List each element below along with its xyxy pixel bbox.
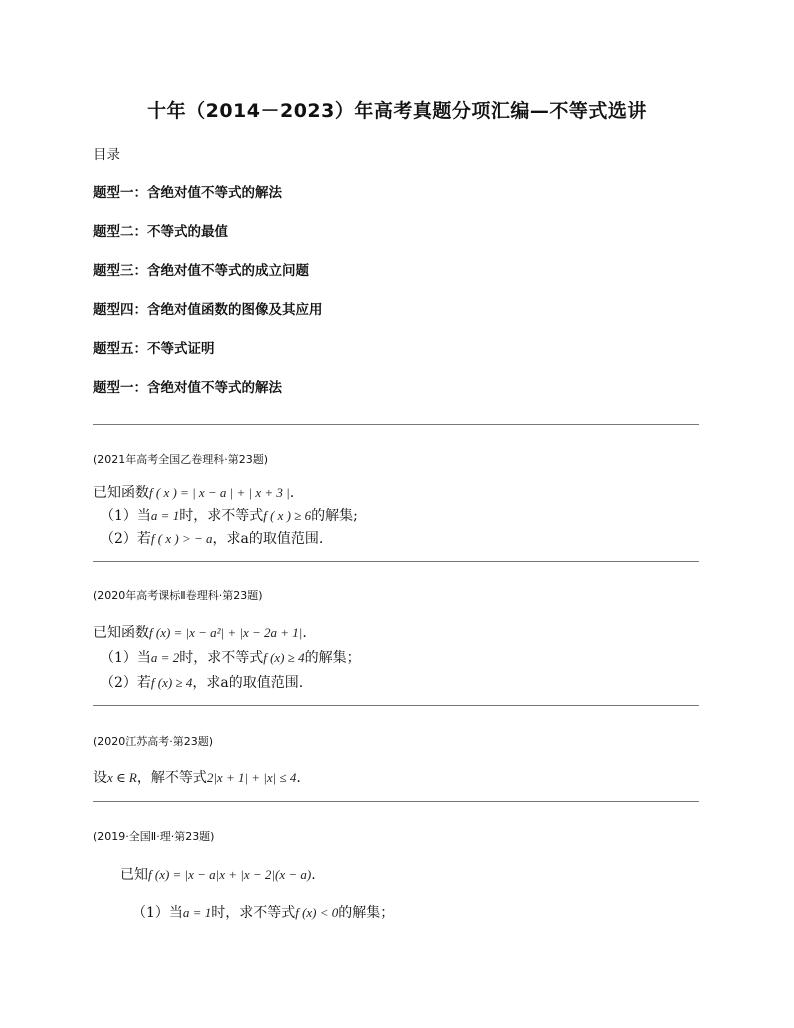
problem-stem [93, 482, 294, 502]
toc-heading: 目录 [93, 147, 120, 163]
math-expression: f (x) < 0 [295, 905, 339, 920]
part-text: 的解集； [304, 650, 361, 666]
math-expression: x ∈ R [107, 770, 137, 785]
problem-source: (2020年高考课标Ⅱ卷理科·第23题) [93, 589, 263, 602]
stem-text: 已知函数 [93, 625, 149, 641]
stem-text: 设 [93, 770, 107, 786]
stem-text: ，解不等式 [136, 770, 207, 786]
part-text: 的解集; [311, 508, 358, 524]
toc-item-5[interactable]: 题型五：不等式证明 [93, 341, 215, 357]
math-expression: f ( x ) > − a [150, 531, 213, 546]
stem-text: 已知函数 [93, 485, 149, 501]
part-text: 时，求不等式 [179, 508, 264, 524]
problem-stem [93, 622, 307, 642]
math-expression: f (x) ≥ 4 [150, 675, 193, 690]
problem-stem [120, 864, 316, 884]
part-text: ，求a的取值范围. [192, 675, 304, 691]
part-label: （2）若 [100, 675, 151, 691]
stem-text: 已知 [120, 867, 148, 883]
toc-item-3[interactable]: 题型三：含绝对值不等式的成立问题 [93, 263, 309, 279]
math-expression: f (x) = |x − a²| + |x − 2a + 1| [149, 625, 303, 640]
section-heading: 题型一：含绝对值不等式的解法 [93, 380, 282, 396]
problem-part-2 [100, 672, 303, 692]
part-label: （2）若 [100, 531, 151, 547]
toc-item-1[interactable]: 题型一：含绝对值不等式的解法 [93, 185, 282, 201]
stem-text: . [311, 867, 316, 883]
divider [93, 424, 699, 425]
problem-stem [93, 767, 301, 787]
problem-part-1 [100, 505, 358, 525]
math-expression: a = 2 [150, 650, 180, 665]
problem-source: (2021年高考全国乙卷理科·第23题) [93, 453, 269, 466]
math-expression: a = 1 [182, 905, 212, 920]
divider [93, 561, 699, 562]
math-expression: f (x) ≥ 4 [263, 650, 305, 665]
problem-part-2 [100, 528, 323, 548]
problem-part-1 [100, 647, 361, 667]
problem-part-1 [132, 902, 394, 922]
toc-item-4[interactable]: 题型四：含绝对值函数的图像及其应用 [93, 302, 323, 318]
part-text: 的解集； [338, 905, 395, 921]
problem-source: (2019·全国Ⅱ·理·第23题) [93, 830, 215, 843]
part-label: （1）当 [100, 650, 151, 666]
part-label: （1）当 [132, 905, 183, 921]
part-label: （1）当 [100, 508, 151, 524]
part-text: ，求a的取值范围. [212, 531, 324, 547]
divider [93, 801, 699, 802]
part-text: 时，求不等式 [179, 650, 264, 666]
stem-text: . [302, 625, 307, 641]
stem-text: . [296, 770, 301, 786]
problem-source: (2020江苏高考·第23题) [93, 735, 214, 748]
page-title: 十年（2014－2023）年高考真题分项汇编—不等式选讲 [147, 100, 647, 122]
part-text: 时，求不等式 [211, 905, 296, 921]
math-expression: f ( x ) = | x − a | + | x + 3 | [149, 485, 290, 500]
toc-item-2[interactable]: 题型二：不等式的最值 [93, 224, 228, 240]
math-expression: a = 1 [150, 508, 180, 523]
math-expression: f ( x ) ≥ 6 [263, 508, 312, 523]
divider [93, 705, 699, 706]
math-expression: 2|x + 1| + |x| ≤ 4 [206, 770, 297, 785]
math-expression: f (x) = |x − a|x + |x − 2|(x − a) [148, 867, 312, 882]
stem-text: . [289, 485, 295, 501]
